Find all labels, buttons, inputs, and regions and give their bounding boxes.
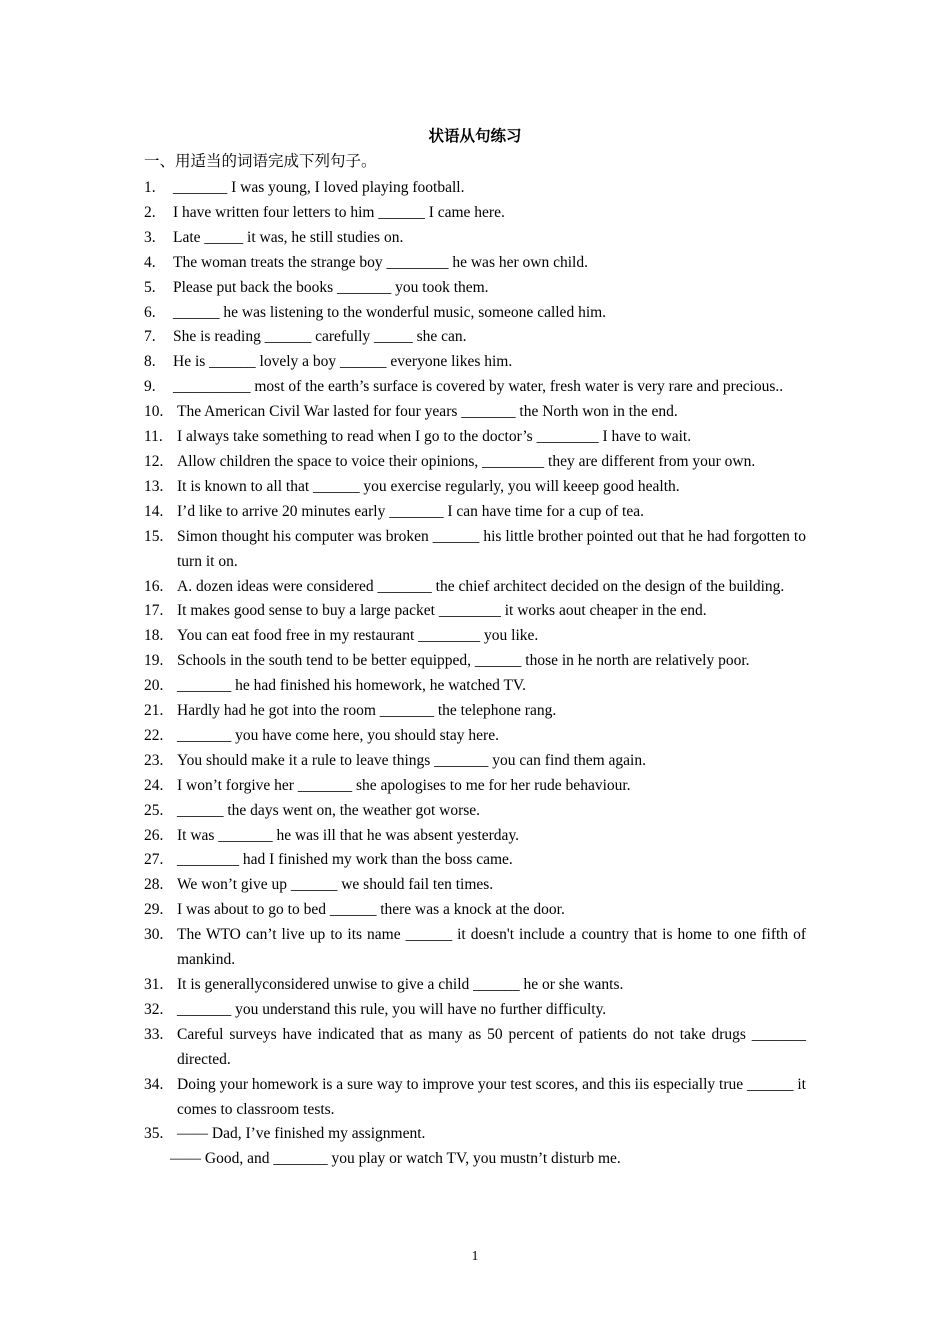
item-number: 10. — [144, 403, 164, 421]
exercise-item — [144, 973, 806, 998]
item-number: 35. — [144, 1125, 164, 1143]
item-text: Hardly had he got into the room _______ the telephone rang. — [177, 702, 557, 720]
item-number: 27. — [144, 851, 164, 869]
item-text: __________ most of the earth’s surface is covered by water, fresh water is very rare and precious.. — [173, 378, 784, 396]
exercise-item — [144, 525, 806, 575]
item-number: 2. — [144, 203, 156, 221]
item-text: I’d like to arrive 20 minutes early _______ I can have time for a cup of tea. — [177, 502, 644, 520]
item-text: The American Civil War lasted for four years _______ the North won in the end. — [177, 403, 678, 421]
item-number: 7. — [144, 328, 156, 346]
page-title: 状语从句练习 — [428, 128, 522, 145]
item-text: She is reading ______ carefully _____ she can. — [173, 328, 467, 346]
exercise-item — [144, 624, 806, 649]
item-text: Allow children the space to voice their opinions, ________ they are different from your own. — [177, 452, 756, 470]
item-number: 28. — [144, 876, 164, 894]
item-number: 3. — [144, 228, 156, 246]
item-number: 1. — [144, 179, 156, 196]
item-number: 16. — [144, 577, 164, 595]
item-text: —— Dad, I’ve finished my assignment. — [177, 1125, 426, 1143]
item-number: 9. — [144, 378, 156, 396]
item-number: 13. — [144, 477, 164, 495]
item-number: 11. — [144, 428, 163, 446]
exercise-item — [144, 325, 806, 350]
item-number: 17. — [144, 602, 164, 620]
exercise-item — [144, 824, 806, 849]
exercise-item — [144, 475, 806, 500]
exercise-item — [144, 276, 806, 301]
exercise-item — [144, 674, 806, 699]
exercise-item — [144, 724, 806, 749]
item-text: You can eat food free in my restaurant ________ you like. — [177, 627, 539, 645]
exercise-item — [144, 425, 806, 450]
exercise-item — [144, 873, 806, 898]
item-number: 4. — [144, 253, 156, 271]
item-number: 31. — [144, 976, 164, 993]
item-text: Careful surveys have indicated that as many as 50 percent of patients do not take drugs _______ directed. — [177, 1025, 806, 1068]
item-number: 32. — [144, 1000, 164, 1018]
exercise-item — [144, 350, 806, 375]
item-number: 24. — [144, 776, 164, 794]
page-number: 1 — [471, 1248, 479, 1263]
item-text: The woman treats the strange boy ________ he was her own child. — [173, 253, 588, 271]
item-text: He is ______ lovely a boy ______ everyone likes him. — [173, 353, 513, 371]
item-text: ________ had I finished my work than the boss came. — [177, 851, 513, 869]
item-text: A. dozen ideas were considered _______ the chief architect decided on the design of the building. — [177, 577, 785, 595]
item-number: 14. — [144, 502, 164, 520]
item-number: 21. — [144, 702, 164, 720]
exercise-item — [144, 799, 806, 824]
item-number: 8. — [144, 353, 156, 371]
item-number: 29. — [144, 901, 164, 919]
item-text: Simon thought his computer was broken ______ his little brother pointed out that he had forgotten to turn it on. — [177, 527, 806, 570]
exercise-item — [144, 848, 806, 873]
item-text: Doing your homework is a sure way to improve your test scores, and this iis especially true ______ it comes to classroom tests. — [177, 1075, 806, 1118]
item-text: You should make it a rule to leave things _______ you can find them again. — [177, 751, 646, 769]
exercise-item — [144, 176, 806, 201]
exercise-item — [144, 599, 806, 624]
item-text: _______ you understand this rule, you will have no further difficulty. — [177, 1000, 607, 1018]
item-text: _______ he had finished his homework, he watched TV. — [177, 677, 526, 695]
item-text: The WTO can’t live up to its name ______ it doesn't include a country that is home to one fifth of mankind. — [177, 926, 806, 969]
item-text: We won’t give up ______ we should fail ten times. — [177, 876, 494, 894]
item-text: _______ you have come here, you should stay here. — [177, 726, 499, 744]
exercise-item — [144, 375, 806, 400]
dialogue-reply: —— Good, and _______ you play or watch TV, you mustn’t disturb me. — [170, 1150, 621, 1168]
item-number: 33. — [144, 1025, 164, 1043]
item-number: 5. — [144, 278, 156, 296]
item-text: I won’t forgive her _______ she apologises to me for her rude behaviour. — [177, 776, 631, 794]
item-number: 6. — [144, 303, 156, 321]
exercise-item — [144, 1023, 806, 1073]
exercise-item — [144, 201, 806, 226]
section-heading: 一、用适当的词语完成下列句子。 — [144, 153, 377, 170]
item-number: 15. — [144, 527, 164, 545]
item-number: 23. — [144, 751, 164, 769]
item-text: It is generallyconsidered unwise to give a child ______ he or she wants. — [177, 976, 624, 993]
exercise-item — [144, 923, 806, 973]
item-text: It is known to all that ______ you exercise regularly, you will keeep good health. — [177, 477, 680, 495]
item-number: 20. — [144, 677, 164, 695]
item-number: 30. — [144, 926, 164, 944]
item-text: It makes good sense to buy a large packet ________ it works aout cheaper in the end. — [177, 602, 707, 620]
exercise-item — [144, 649, 806, 674]
item-number: 12. — [144, 452, 164, 470]
exercise-item — [144, 1122, 806, 1147]
item-text: I always take something to read when I go to the doctor’s ________ I have to wait. — [177, 428, 692, 446]
exercise-item — [144, 898, 806, 923]
item-text: I was about to go to bed ______ there was a knock at the door. — [177, 901, 565, 919]
exercise-item — [144, 226, 806, 251]
item-number: 34. — [144, 1075, 164, 1093]
item-text: Please put back the books _______ you took them. — [173, 278, 489, 296]
item-text: It was _______ he was ill that he was absent yesterday. — [177, 826, 520, 844]
exercise-item — [144, 774, 806, 799]
exercise-item — [144, 749, 806, 774]
item-text: Schools in the south tend to be better equipped, ______ those in he north are relatively poor. — [177, 652, 750, 670]
item-text: _______ I was young, I loved playing football. — [173, 179, 465, 196]
item-text: Late _____ it was, he still studies on. — [173, 228, 404, 246]
exercise-item — [144, 1073, 806, 1123]
item-number: 26. — [144, 826, 164, 844]
item-number: 19. — [144, 652, 164, 670]
item-number: 18. — [144, 627, 164, 645]
exercise-item — [144, 575, 806, 600]
exercise-item — [144, 301, 806, 326]
exercise-item — [144, 500, 806, 525]
exercise-item — [144, 998, 806, 1023]
item-text: ______ he was listening to the wonderful music, someone called him. — [173, 303, 607, 321]
item-number: 22. — [144, 726, 164, 744]
item-text: I have written four letters to him ______ I came here. — [173, 203, 505, 221]
exercise-item — [144, 450, 806, 475]
exercise-list — [144, 176, 806, 1172]
item-number: 25. — [144, 801, 164, 819]
exercise-item — [144, 251, 806, 276]
exercise-item — [144, 400, 806, 425]
item-text: ______ the days went on, the weather got worse. — [177, 801, 481, 819]
exercise-item — [144, 699, 806, 724]
